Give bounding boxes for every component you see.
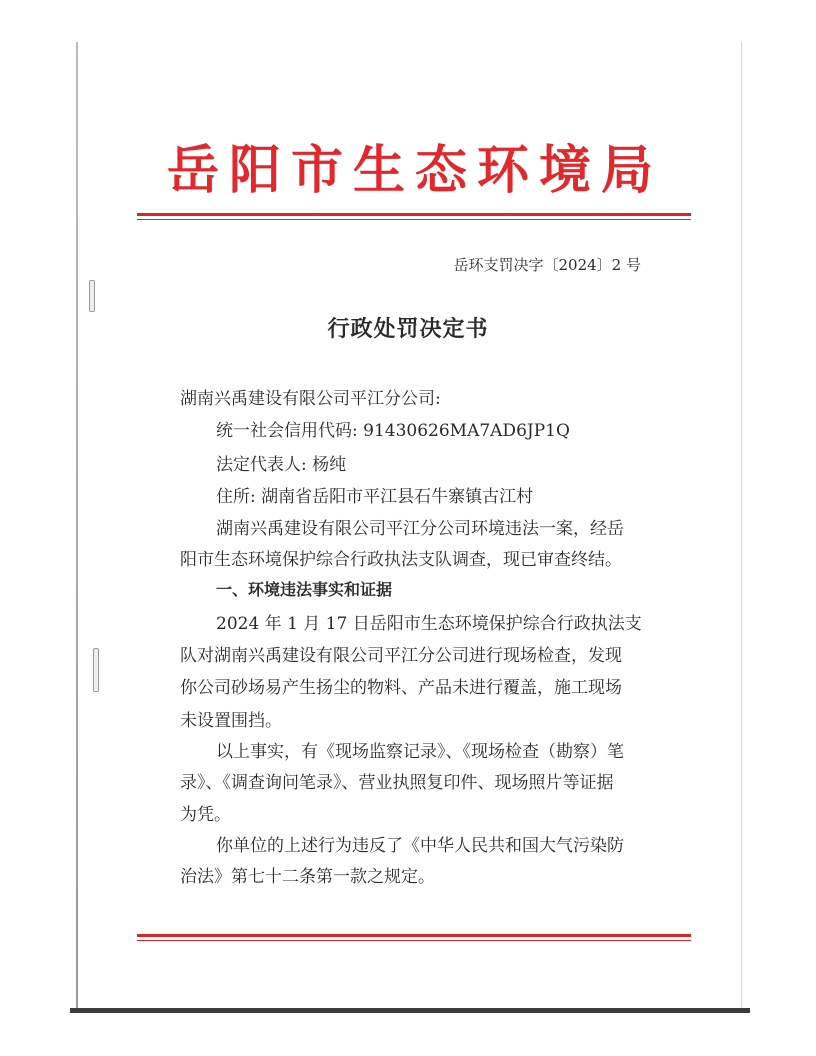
legal-representative: 法定代表人: 杨纯 bbox=[216, 455, 347, 475]
letterhead: 岳阳市生态环境局 bbox=[166, 141, 663, 201]
intro-line: 湖南兴禹建设有限公司平江分公司环境违法一案，经岳 bbox=[216, 519, 624, 539]
section-heading: 一、环境违法事实和证据 bbox=[216, 580, 393, 599]
red-rule-bottom-thick bbox=[137, 934, 691, 937]
scan-bottom-edge bbox=[70, 1008, 750, 1013]
evidence-line: 以上事实，有《现场监察记录》、《现场检查（勘察）笔 bbox=[216, 742, 624, 762]
violation-line: 治法》第七十二条第一款之规定。 bbox=[180, 867, 435, 887]
violation-line: 你单位的上述行为违反了《中华人民共和国大气污染防 bbox=[216, 836, 624, 856]
facts-line: 2024 年 1 月 17 日岳阳市生态环境保护综合行政执法支 bbox=[216, 614, 642, 634]
evidence-line: 为凭。 bbox=[180, 805, 231, 825]
evidence-line: 录》、《调查询问笔录》、营业执照复印件、现场照片等证据 bbox=[180, 773, 614, 793]
red-rule-top-thin bbox=[137, 219, 691, 220]
intro-line: 阳市生态环境保护综合行政执法支队调查，现已审查终结。 bbox=[180, 550, 622, 570]
scan-right-edge bbox=[741, 42, 742, 1012]
recipient: 湖南兴禹建设有限公司平江分公司: bbox=[180, 389, 441, 409]
staple-mark bbox=[93, 648, 99, 692]
scan-left-edge bbox=[76, 42, 78, 1012]
staple-mark bbox=[89, 280, 95, 312]
address: 住所: 湖南省岳阳市平江县石牛寨镇古江村 bbox=[216, 487, 534, 507]
document-number: 岳环支罚决字〔2024〕2 号 bbox=[453, 256, 641, 274]
red-rule-bottom-thin bbox=[137, 940, 691, 941]
credit-code: 统一社会信用代码: 91430626MA7AD6JP1Q bbox=[216, 421, 570, 441]
red-rule-top-thick bbox=[137, 213, 691, 216]
facts-line: 你公司砂场易产生扬尘的物料、产品未进行覆盖，施工现场 bbox=[180, 678, 622, 698]
facts-line: 队对湖南兴禹建设有限公司平江分公司进行现场检查，发现 bbox=[180, 646, 622, 666]
document-title: 行政处罚决定书 bbox=[327, 316, 489, 342]
facts-line: 未设置围挡。 bbox=[180, 711, 282, 731]
